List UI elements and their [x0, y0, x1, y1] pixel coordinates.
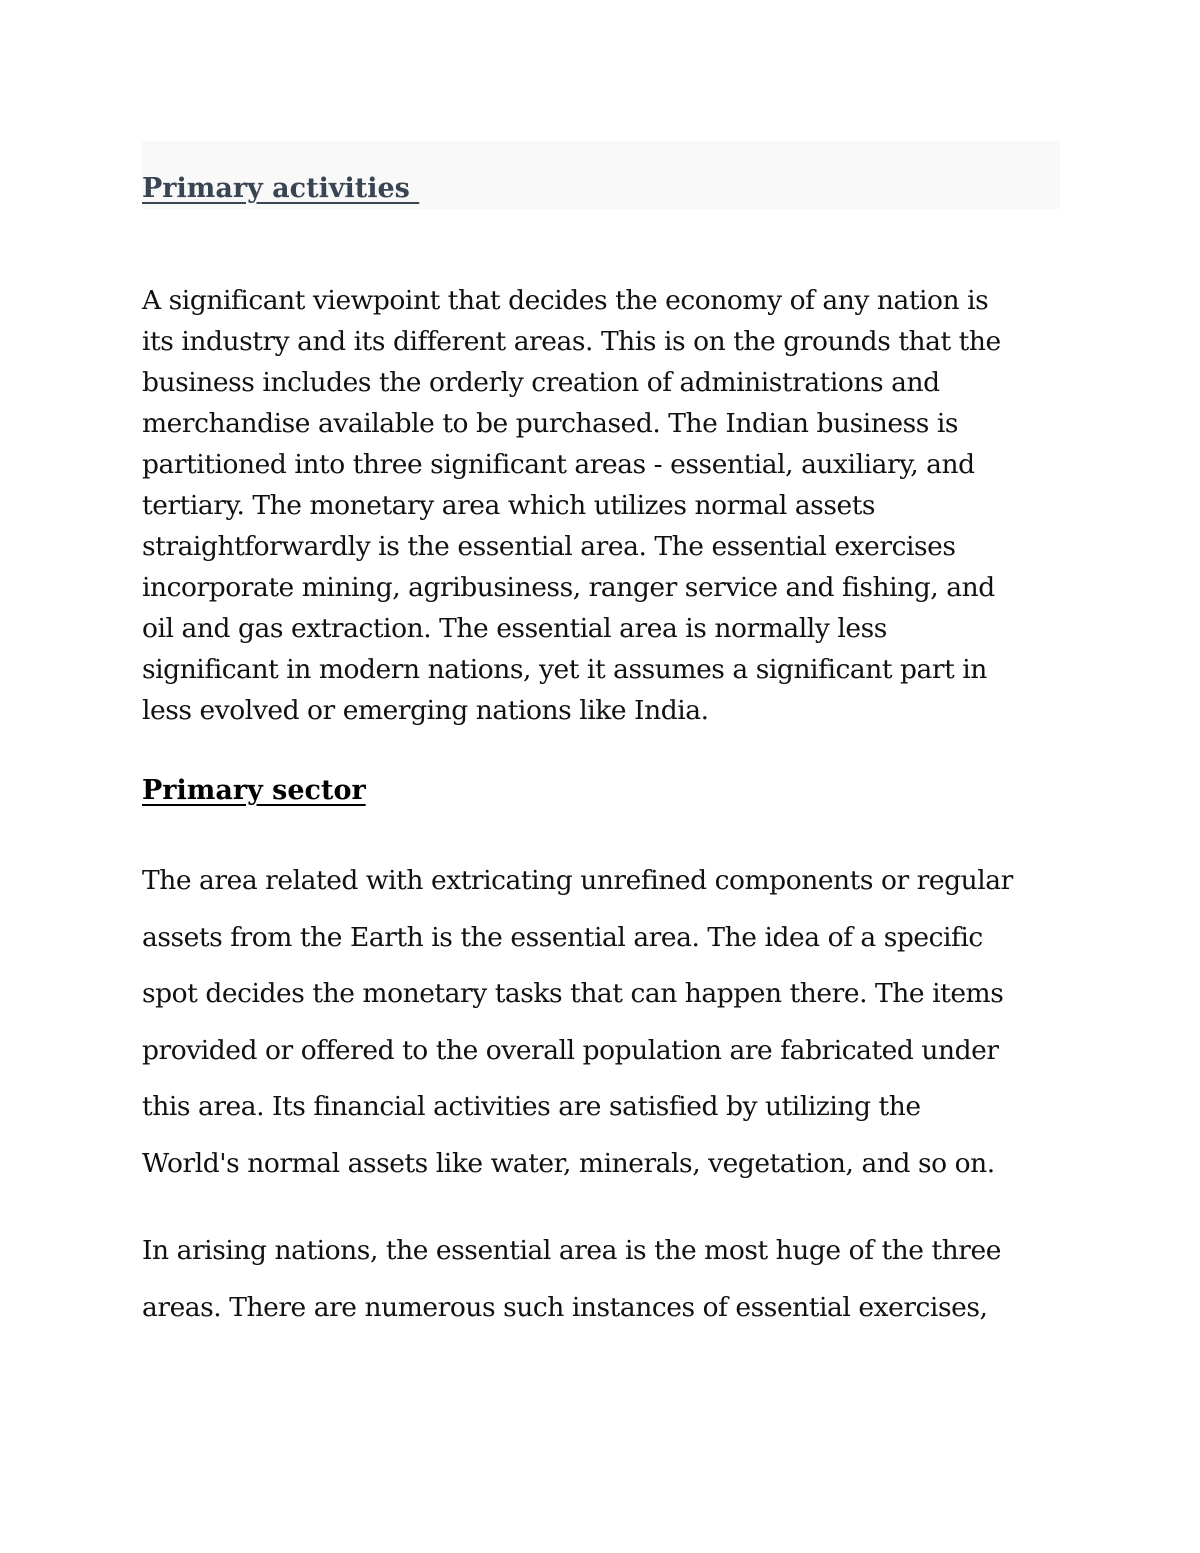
text-line: World's normal assets like water, minerals, vegetation, and so on. — [142, 1147, 995, 1179]
text-line: assets from the Earth is the essential area. The idea of a specific — [142, 921, 983, 953]
text-line: provided or offered to the overall population are fabricated under — [142, 1034, 999, 1066]
paragraph-primary-sector — [142, 853, 1060, 1193]
text-line: business includes the orderly creation of administrations and — [142, 367, 940, 398]
text-line: incorporate mining, agribusiness, ranger service and fishing, and — [142, 572, 995, 603]
text-line: its industry and its different areas. This is on the grounds that the — [142, 326, 1001, 357]
text-line: oil and gas extraction. The essential area is normally less — [142, 613, 887, 644]
text-line: In arising nations, the essential area is the most huge of the three — [142, 1235, 1001, 1266]
text-line: The area related with extricating unrefined components or regular — [142, 865, 1013, 896]
text-line: tertiary. The monetary area which utilizes normal assets — [142, 490, 876, 521]
text-line: straightforwardly is the essential area. The essential exercises — [142, 531, 956, 562]
text-line: areas. There are numerous such instances of essential exercises, — [142, 1291, 988, 1323]
text-line: significant in modern nations, yet it assumes a significant part in — [142, 654, 987, 685]
text-line: partitioned into three significant areas - essential, auxiliary, and — [142, 449, 975, 480]
text-line: this area. Its financial activities are satisfied by utilizing the — [142, 1091, 921, 1123]
paragraph-arising-nations — [142, 1223, 1060, 1336]
paragraph-primary-activities — [142, 280, 1060, 731]
heading-primary-sector: Primary sector — [142, 775, 366, 806]
text-line: less evolved or emerging nations like India. — [142, 695, 709, 726]
text-line: merchandise available to be purchased. The Indian business is — [142, 408, 959, 439]
text-line: spot decides the monetary tasks that can happen there. The items — [142, 978, 1004, 1010]
heading-primary-activities: Primary activities — [142, 173, 420, 204]
text-line: A significant viewpoint that decides the economy of any nation is — [142, 285, 989, 316]
